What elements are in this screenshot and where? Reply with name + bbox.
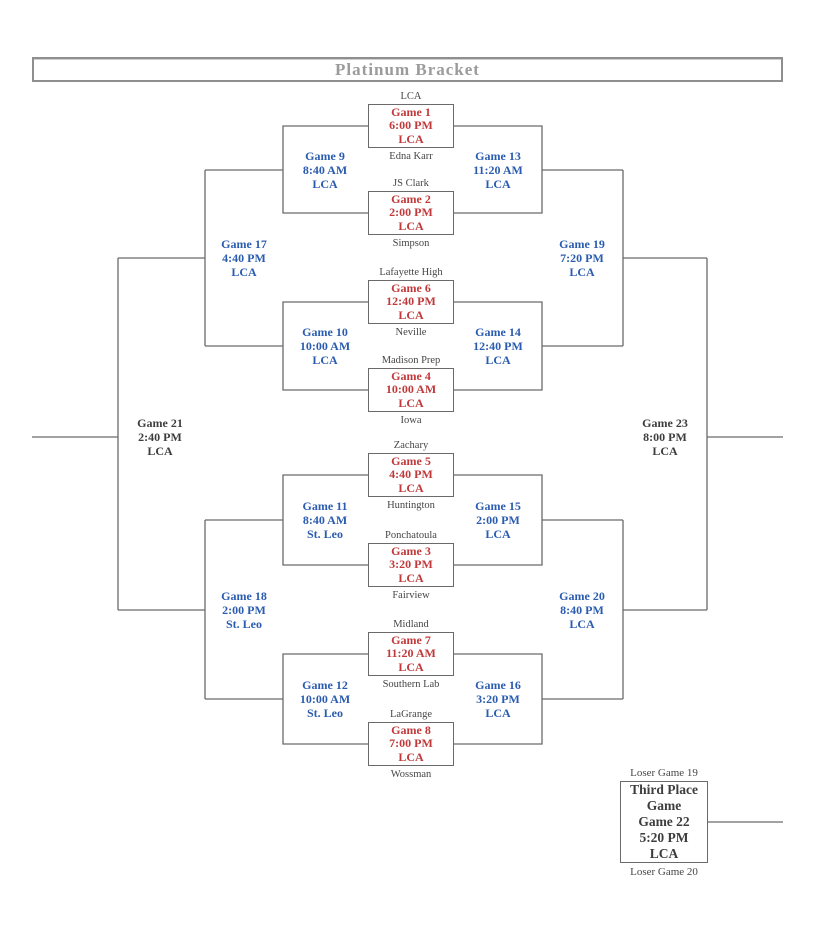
game-venue: LCA [485,706,511,720]
game-6-box [368,280,454,324]
connector-game-21 [110,416,210,458]
connector-game-9 [275,149,375,191]
game-venue: LCA [398,395,424,410]
game-venue: LCA [398,131,424,146]
game-label: Game 14 [475,325,521,339]
connector-game-10 [275,325,375,367]
bracket-path-game-20 [623,520,707,699]
game-venue: LCA [649,846,679,861]
game-label: Game 2 [391,191,431,206]
game-time: 3:20 PM [389,557,433,572]
game-label: Game 6 [391,280,431,295]
game-label: Game 16 [475,678,521,692]
game-venue: LCA [652,444,678,458]
game-label: Game 5 [391,453,431,468]
game-time: 3:20 PM [476,692,520,706]
game-label: Game 10 [302,325,348,339]
team-bottom-label: Wossman [390,769,432,780]
game-venue: LCA [485,353,511,367]
third-place-top-label: Loser Game 19 [630,767,698,779]
game-time: 6:00 PM [389,118,433,133]
third-place-box [620,781,708,863]
game-label: Game 17 [221,237,267,251]
game-venue: LCA [398,749,424,764]
game-venue: LCA [312,177,338,191]
game-venue: St. Leo [307,527,343,541]
bracket-path-game-18 [118,520,205,699]
bracket-path-game-23 [707,258,783,610]
team-top-label: Lafayette High [379,267,443,278]
team-top-label: LaGrange [390,709,432,720]
game-time: 12:40 PM [473,339,523,353]
game-label: Game 20 [559,589,605,603]
game-venue: LCA [312,353,338,367]
bracket-path-game-17 [118,170,205,346]
team-bottom-label: Fairview [392,590,430,601]
team-bottom-label: Simpson [392,238,430,249]
game-5-box [368,453,454,497]
game-label: Game 9 [305,149,345,163]
connector-game-16 [448,678,548,720]
game-8-box [368,722,454,766]
team-bottom-label: Neville [395,327,427,338]
connector-game-18 [194,589,294,631]
connector-game-19 [532,237,632,279]
game-venue: LCA [231,265,257,279]
connector-game-17 [194,237,294,279]
game-venue: LCA [147,444,173,458]
match-game-1 [368,91,454,162]
bracket-title: Platinum Bracket [335,59,480,79]
game-time: 11:20 AM [386,646,436,661]
game-label: Game 15 [475,499,521,513]
game-venue: LCA [569,265,595,279]
third-place-bottom-label: Loser Game 20 [630,866,698,878]
connector-game-23 [615,416,715,458]
game-venue: LCA [398,570,424,585]
bracket-path-game-21 [32,258,118,610]
game-7-box [368,632,454,676]
match-game-4 [368,355,454,426]
game-time: 10:00 AM [299,339,351,353]
game-label: Game 19 [559,237,605,251]
game-time: 2:00 PM [222,603,266,617]
match-game-3 [368,530,454,601]
game-time: 8:40 AM [302,163,348,177]
game-time: 8:40 PM [560,603,604,617]
game-venue: LCA [398,659,424,674]
game-label: Game 23 [642,416,688,430]
third-place-title: Third Place [630,782,698,797]
game-1-box [368,104,454,148]
game-time: 7:20 PM [560,251,604,265]
team-bottom-label: Iowa [400,415,422,426]
game-time: 11:20 AM [473,163,523,177]
game-time: 2:00 PM [389,205,433,220]
game-venue: LCA [569,617,595,631]
third-place-match [620,767,708,878]
game-venue: LCA [398,307,424,322]
game-4-box [368,368,454,412]
game-label: Game 7 [391,632,431,647]
game-venue: St. Leo [226,617,262,631]
game-time: 5:20 PM [639,830,689,845]
game-time: 10:00 AM [299,692,351,706]
match-game-5 [368,440,454,511]
game-time: 10:00 AM [385,382,437,397]
game-venue: LCA [398,480,424,495]
team-top-label: LCA [400,91,422,102]
team-top-label: Midland [393,619,429,630]
team-bottom-label: Edna Karr [389,151,433,162]
team-bottom-label: Southern Lab [382,679,440,690]
game-3-box [368,543,454,587]
team-top-label: JS Clark [393,178,429,189]
connector-game-11 [275,499,375,541]
game-label: Game 4 [391,368,431,383]
game-venue: LCA [398,218,424,233]
team-top-label: Ponchatoula [385,530,437,541]
game-label: Game 21 [137,416,183,430]
game-time: 12:40 PM [386,294,436,309]
game-venue: LCA [485,527,511,541]
game-label: Game 8 [391,722,431,737]
game-label: Game 3 [391,543,431,558]
game-label: Game 13 [475,149,521,163]
connector-game-20 [532,589,632,631]
match-game-7 [368,619,454,690]
game-label: Game 22 [638,814,690,829]
team-top-label: Madison Prep [381,355,441,366]
game-label: Game 1 [391,104,431,119]
game-time: 8:00 PM [643,430,687,444]
game-label: Game 12 [302,678,348,692]
connector-game-14 [448,325,548,367]
connector-game-15 [448,499,548,541]
game-2-box [368,191,454,235]
match-game-2 [368,178,454,249]
game-venue: LCA [485,177,511,191]
bracket-path-game-19 [623,170,707,346]
third-place-title-2: Game [646,798,682,813]
game-label: Game 11 [302,499,348,513]
game-label: Game 18 [221,589,267,603]
game-time: 2:40 PM [138,430,182,444]
game-venue: St. Leo [307,706,343,720]
game-time: 8:40 AM [302,513,348,527]
game-time: 2:00 PM [476,513,520,527]
match-game-6 [368,267,454,338]
team-bottom-label: Huntington [387,500,435,511]
team-top-label: Zachary [393,440,429,451]
game-time: 4:40 PM [389,467,433,482]
game-time: 4:40 PM [222,251,266,265]
connector-game-13 [448,149,548,191]
match-game-8 [368,709,454,780]
game-time: 7:00 PM [389,736,433,751]
connector-game-12 [275,678,375,720]
